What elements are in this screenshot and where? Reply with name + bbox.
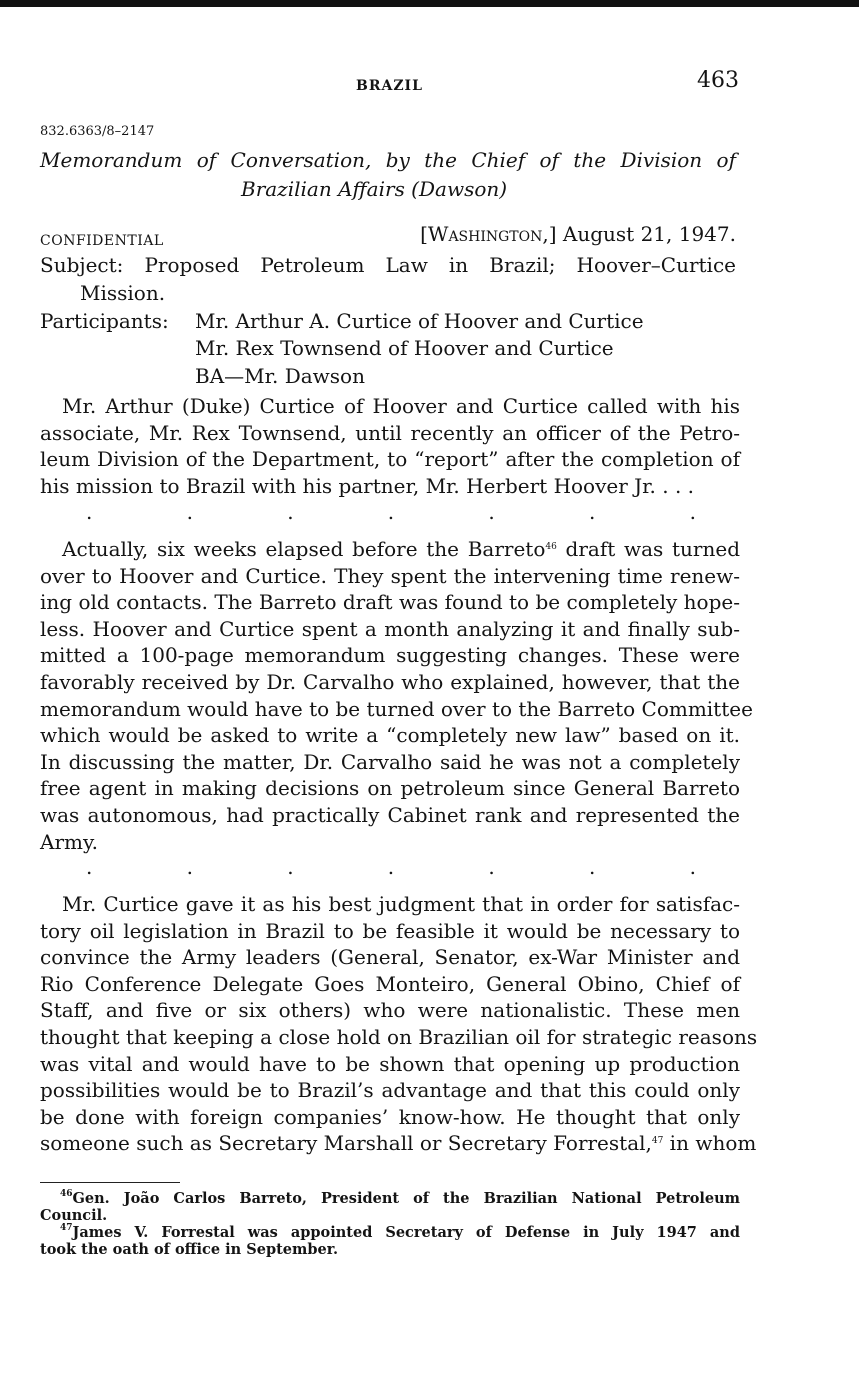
ellipsis-dot: .: [186, 500, 193, 524]
subject-line-1: Subject: Proposed Petroleum Law in Brazil; Hoover–Curtice: [40, 253, 736, 277]
paragraph-line: free agent in making decisions on petroleum since General Barreto: [40, 776, 740, 801]
paragraph-line: In discussing the matter, Dr. Carvalho said he was not a completely: [40, 749, 740, 774]
paragraph-line: associate, Mr. Rex Townsend, until recently an officer of the Petro-: [40, 420, 740, 445]
footnote-mark: 47: [60, 1223, 73, 1233]
paragraph-line: was vital and would have to be shown that opening up production: [40, 1051, 740, 1076]
participant-2: Mr. Rex Townsend of Hoover and Curtice: [195, 336, 614, 360]
paragraph-line: Army.: [40, 829, 98, 854]
paragraph-line: Mr. Arthur (Duke) Curtice of Hoover and Curtice called with his: [62, 394, 740, 418]
participant-3: BA—Mr. Dawson: [195, 364, 365, 388]
document-title-line-1: Memorandum of Conversation, by the Chief of the Division of: [40, 148, 736, 172]
footnote-text: Gen. João Carlos Barreto, President of the Brazilian National Petroleum: [72, 1190, 740, 1207]
footnote-ref-47: 47: [651, 1136, 664, 1147]
paragraph-line: mitted a 100-page memorandum suggesting changes. These were: [40, 643, 740, 668]
paragraph-line: over to Hoover and Curtice. They spent the intervening time renew-: [40, 563, 740, 588]
page-number: 463: [697, 68, 739, 93]
ellipsis-dot: .: [387, 855, 395, 879]
ellipsis-dot: .: [387, 500, 395, 524]
paragraph-line: convince the Army leaders (General, Senator, ex-War Minister and: [40, 945, 740, 970]
paragraph-line: thought that keeping a close hold on Brazilian oil for strategic reasons: [40, 1024, 758, 1049]
ellipsis-dot: .: [287, 500, 294, 524]
paragraph-text: draft was turned: [556, 537, 740, 561]
classification-label: CONFIDENTIAL: [40, 233, 164, 249]
participants-label: Participants:: [40, 309, 169, 333]
ellipsis-dot: .: [287, 855, 294, 879]
paragraph-line: tory oil legislation in Brazil to be feasible it would be necessary to: [40, 918, 740, 943]
ellipsis-dot: .: [488, 500, 495, 524]
footnote-line: took the oath of office in September.: [40, 1241, 339, 1258]
paragraph-text: someone such as Secretary Marshall or Secretary Forrestal,: [40, 1131, 652, 1156]
paragraph-line: Mr. Curtice gave it as his best judgment that in order for satisfac-: [62, 892, 740, 916]
paragraph-line: Staff, and five or six others) who were nationalistic. These men: [40, 998, 740, 1023]
paragraph-line: ing old contacts. The Barreto draft was found to be completely hope-: [40, 590, 740, 615]
ellipsis-dot: .: [689, 500, 696, 524]
footnote-line: Council.: [40, 1207, 108, 1224]
paragraph-line: less. Hoover and Curtice spent a month analyzing it and finally sub-: [40, 616, 740, 641]
paragraph-line: [40, 536, 740, 563]
paragraph-line: his mission to Brazil with his partner, Mr. Herbert Hoover Jr. . . .: [40, 473, 695, 498]
paragraph-3: [40, 891, 758, 1157]
ellipsis-dot: .: [588, 500, 596, 524]
paragraph-text: in whom: [663, 1131, 757, 1156]
paragraph-line: Rio Conference Delegate Goes Monteiro, General Obino, Chief of: [40, 971, 740, 996]
ellipsis-dot: .: [588, 855, 596, 879]
footnote-text: James V. Forrestal was appointed Secretary of Defense in July 1947 and: [72, 1224, 740, 1241]
document-title-line-2: Brazilian Affairs (Dawson): [241, 177, 508, 201]
ellipsis-row-2: [86, 855, 696, 879]
footnote-line: [40, 1224, 740, 1241]
paragraph-line: memorandum would have to be turned over to the Barreto Committee: [40, 696, 753, 721]
ellipsis-dot: .: [86, 855, 93, 879]
footnote-46: [40, 1190, 740, 1224]
footnote-rule: [40, 1182, 180, 1183]
ellipsis-dot: .: [689, 855, 696, 879]
dateline-date: August 21, 1947.: [562, 222, 736, 246]
paragraph-line: be done with foreign companies’ know-how. He thought that only: [40, 1104, 740, 1129]
footnote-47: [40, 1224, 740, 1258]
footnote-ref-46: 46: [545, 542, 557, 552]
ellipsis-dot: .: [488, 855, 495, 879]
participant-1: Mr. Arthur A. Curtice of Hoover and Curtice: [195, 309, 644, 333]
subject-line-2: Mission.: [80, 281, 166, 305]
paragraph-line: favorably received by Dr. Carvalho who explained, however, that the: [40, 669, 740, 694]
dateline: [384, 222, 736, 246]
ellipsis-row-1: [86, 500, 696, 524]
paragraph-2: [40, 536, 753, 855]
paragraph-line: [40, 1130, 757, 1157]
ellipsis-dot: .: [186, 855, 193, 879]
file-number: 832.6363/8–2147: [40, 124, 155, 139]
top-border: [0, 0, 859, 7]
paragraph-text: Actually, six weeks elapsed before the Barreto: [62, 537, 546, 561]
footnote-mark: 46: [60, 1189, 73, 1199]
paragraph-1: [40, 393, 740, 499]
running-head: BRAZIL: [356, 78, 423, 94]
paragraph-line: which would be asked to write a “completely new law” based on it.: [40, 723, 740, 748]
footnote-line: [40, 1190, 740, 1207]
paragraph-line: leum Division of the Department, to “report” after the completion of: [40, 447, 740, 472]
paragraph-line: was autonomous, had practically Cabinet rank and represented the: [40, 802, 740, 827]
ellipsis-dot: .: [86, 500, 93, 524]
dateline-place: [Washington,]: [420, 222, 557, 246]
paragraph-line: possibilities would be to Brazil’s advantage and that this could only: [40, 1078, 740, 1103]
